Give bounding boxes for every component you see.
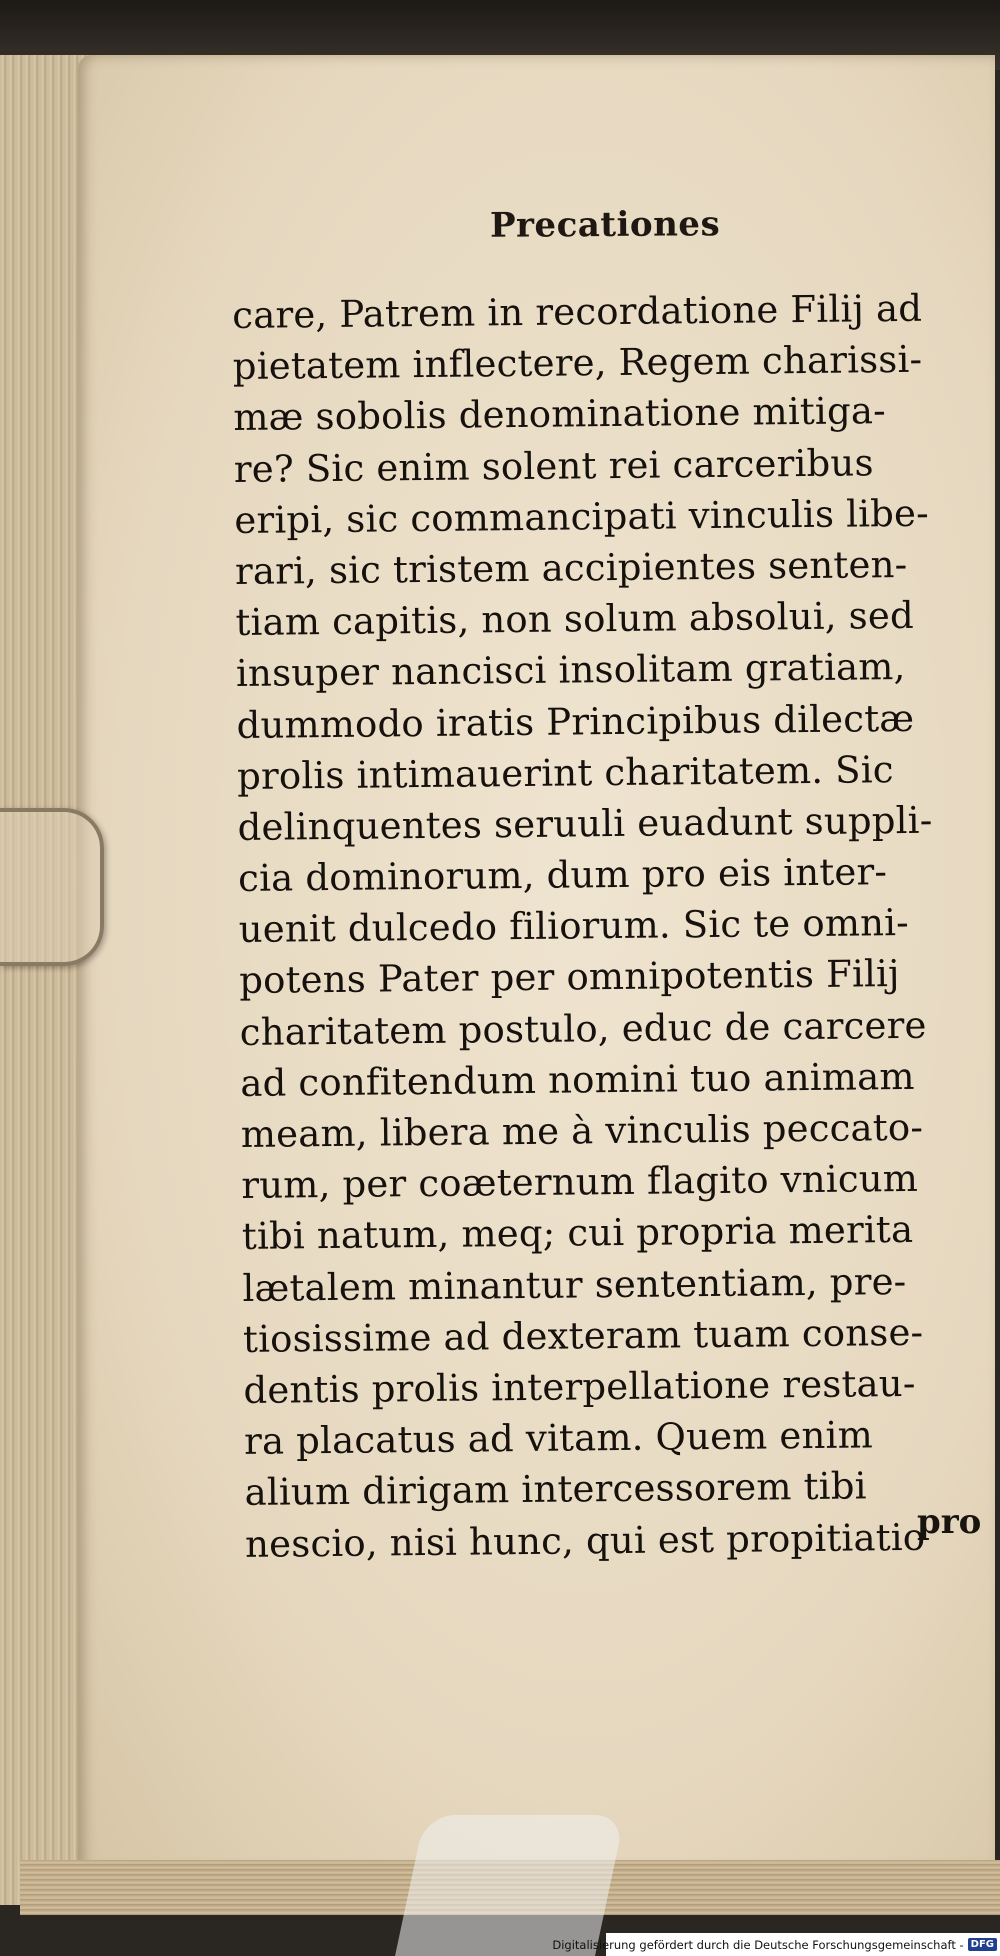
digitization-footer <box>552 1933 1000 1956</box>
text-line: delinquentes seruuli euadunt suppli- <box>237 798 933 849</box>
text-line: prolis intimauerint charitatem. Sic <box>236 747 894 798</box>
text-line: tiosissime ad dexteram tuam conse- <box>242 1310 924 1361</box>
text-line: insuper nancisci insolitam gratiam, <box>235 645 906 696</box>
text-line: ra placatus ad vitam. Quem enim <box>243 1413 874 1464</box>
text-line: lætalem minantur sententiam, pre- <box>242 1259 907 1310</box>
dfg-logo: DFG <box>968 1938 997 1951</box>
text-line: cia dominorum, dum pro eis inter- <box>237 850 888 901</box>
text-line: uenit dulcedo filiorum. Sic te omni- <box>238 901 910 952</box>
text-line: dummodo iratis Principibus dilectæ <box>236 696 915 747</box>
text-line: potens Pater per omnipotentis Filij <box>239 952 900 1003</box>
text-line: alium dirigam intercessorem tibi <box>244 1464 867 1515</box>
bookmark-clip <box>0 808 104 966</box>
footer-credit-text: Digitalisierung gefördert durch die Deutsche Forschungsgemeinschaft - <box>552 1937 964 1952</box>
body-text <box>232 282 1000 1570</box>
text-line: ad confitendum nomini tuo animam <box>240 1054 915 1105</box>
text-line: tibi natum, meq; cui propria merita <box>241 1208 914 1259</box>
text-line: meam, libera me à vinculis peccato- <box>240 1105 924 1156</box>
text-line: nescio, nisi hunc, qui est propitiatio <box>244 1515 926 1566</box>
text-line: charitatem postulo, educ de carcere <box>239 1003 927 1054</box>
text-line: re? Sic enim solent rei carceribus <box>233 440 874 491</box>
text-line: care, Patrem in recordatione Filij ad <box>232 286 923 337</box>
text-line: rum, per coæternum flagito vnicum <box>241 1157 919 1208</box>
catchword: pro <box>917 1502 982 1542</box>
text-line: dentis prolis interpellatione restau- <box>243 1361 916 1412</box>
text-line: mæ sobolis denominatione mitiga- <box>233 389 887 440</box>
paper-clip-shadow <box>395 1815 625 1956</box>
text-line: pietatem inflectere, Regem charissi- <box>232 337 923 389</box>
running-header: Precationes <box>489 204 721 246</box>
text-line: rari, sic tristem accipientes senten- <box>234 542 908 593</box>
text-line: tiam capitis, non solum absolui, sed <box>235 594 915 645</box>
text-line: eripi, sic commancipati vinculis libe- <box>234 491 930 542</box>
